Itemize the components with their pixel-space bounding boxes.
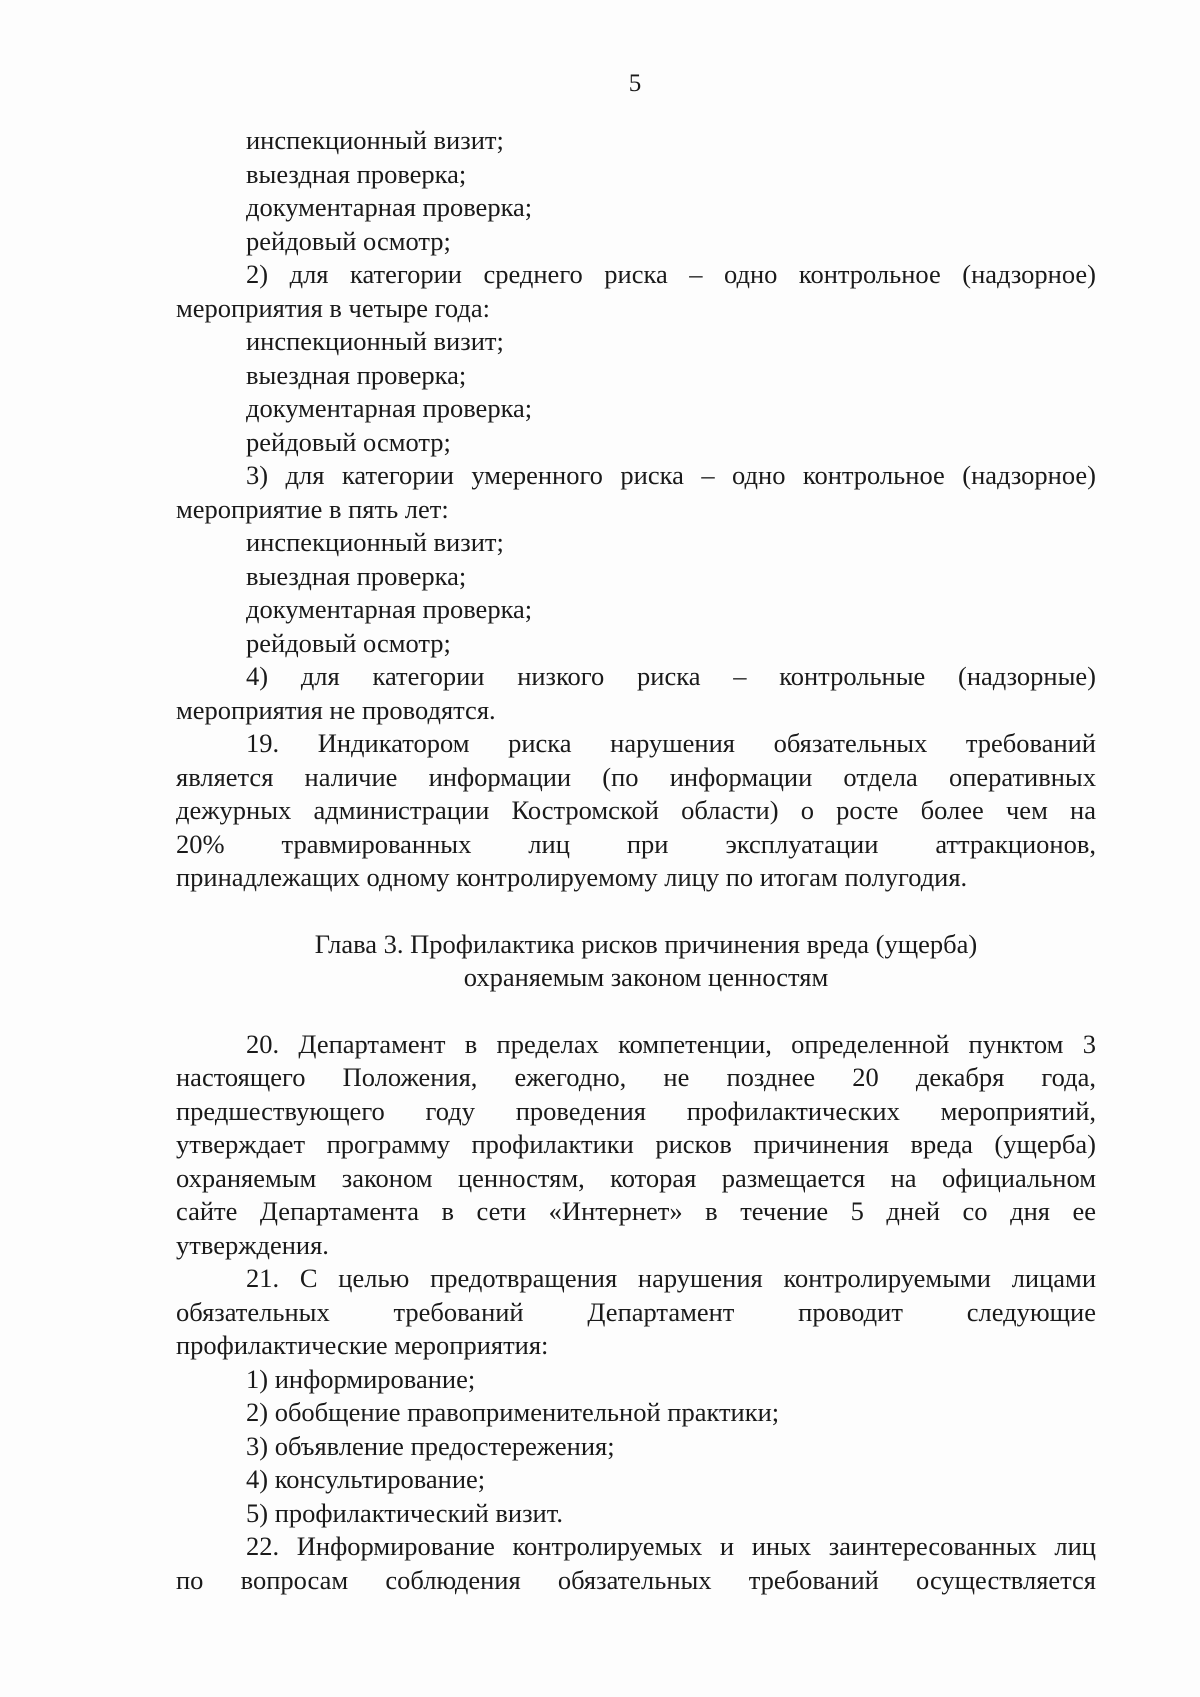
list-item: выездная проверка; (246, 158, 467, 189)
list-item: инспекционный визит; (246, 527, 504, 557)
paragraph-22 (176, 1530, 1096, 1597)
list-item: 3) объявление предостережения; (246, 1430, 615, 1461)
list-item: инспекционный визит; (246, 125, 504, 155)
list-item: инспекционный визит; (246, 326, 504, 356)
paragraph-line: 21. С целью предотвращения нарушения контролируемыми лицами (246, 1263, 1096, 1293)
paragraph-line: принадлежащих одному контролируемому лицу по итогам полугодия. (176, 862, 968, 892)
paragraph-line: 2) для категории среднего риска – одно контрольное (надзорное) (246, 259, 1096, 289)
paragraph-line: 20. Департамент в пределах компетенции, определенной пунктом 3 (246, 1028, 1096, 1059)
paragraph-line: утверждает программу профилактики рисков причинения вреда (ущерба) (176, 1129, 1096, 1159)
paragraph-line: дежурных администрации Костромской области) о росте более чем на (176, 795, 1096, 825)
item-4 (176, 660, 1096, 727)
chapter-heading (176, 928, 1116, 995)
list-item: 5) профилактический визит. (246, 1497, 563, 1528)
item-2-list (176, 325, 1096, 459)
paragraph-line: 4) для категории низкого риска – контрольные (надзорные) (246, 661, 1096, 691)
item-3-list (176, 526, 1096, 660)
item-2 (176, 258, 1096, 325)
paragraph-line: утверждения. (176, 1229, 329, 1260)
paragraph-line: обязательных требований Департамент проводит следующие (176, 1296, 1096, 1327)
paragraph-line: 3) для категории умеренного риска – одно контрольное (надзорное) (246, 460, 1096, 490)
list-item: документарная проверка; (246, 393, 533, 423)
list-item: рейдовый осмотр; (246, 225, 451, 256)
paragraph-line: 20% травмированных лиц при эксплуатации аттракционов, (176, 828, 1096, 859)
paragraph-line: мероприятия в четыре года: (176, 292, 490, 323)
list-item: рейдовый осмотр; (246, 627, 451, 658)
paragraph-line: профилактические мероприятия: (176, 1330, 549, 1360)
paragraph-line: мероприятия не проводятся. (176, 694, 496, 725)
paragraph-line: является наличие информации (по информации отдела оперативных (176, 761, 1096, 792)
page-number: 5 (628, 70, 642, 97)
list-item: документарная проверка; (246, 594, 533, 624)
chapter-heading-line: Глава 3. Профилактика рисков причинения вреда (ущерба) (314, 928, 978, 959)
list-item: 4) консультирование; (246, 1464, 486, 1494)
item-3 (176, 459, 1096, 526)
paragraph-20 (176, 1028, 1096, 1263)
chapter-heading-line: охраняемым законом ценностям (463, 962, 829, 992)
list-item: рейдовый осмотр; (246, 426, 451, 457)
paragraph-line: 19. Индикатором риска нарушения обязательных требований (246, 728, 1096, 758)
list-item: выездная проверка; (246, 359, 467, 390)
document-body (176, 124, 1096, 1597)
list-item: документарная проверка; (246, 192, 533, 222)
paragraph-line: 22. Информирование контролируемых и иных заинтересованных лиц (246, 1531, 1096, 1561)
paragraph-line: настоящего Положения, ежегодно, не позднее 20 декабря года, (176, 1062, 1096, 1092)
paragraph-21 (176, 1262, 1096, 1530)
paragraph-line: охраняемым законом ценностям, которая размещается на официальном (176, 1162, 1096, 1193)
paragraph-line: сайте Департамента в сети «Интернет» в течение 5 дней со дня ее (176, 1196, 1096, 1226)
paragraph-line: мероприятие в пять лет: (176, 493, 449, 524)
paragraph-line: по вопросам соблюдения обязательных требований осуществляется (176, 1564, 1096, 1595)
list-item: 1) информирование; (246, 1363, 476, 1394)
item-1-list (176, 124, 1096, 258)
list-item: выездная проверка; (246, 560, 467, 591)
paragraph-line: предшествующего году проведения профилактических мероприятий, (176, 1095, 1096, 1126)
paragraph-19 (176, 727, 1096, 895)
list-item: 2) обобщение правоприменительной практики; (246, 1397, 780, 1427)
